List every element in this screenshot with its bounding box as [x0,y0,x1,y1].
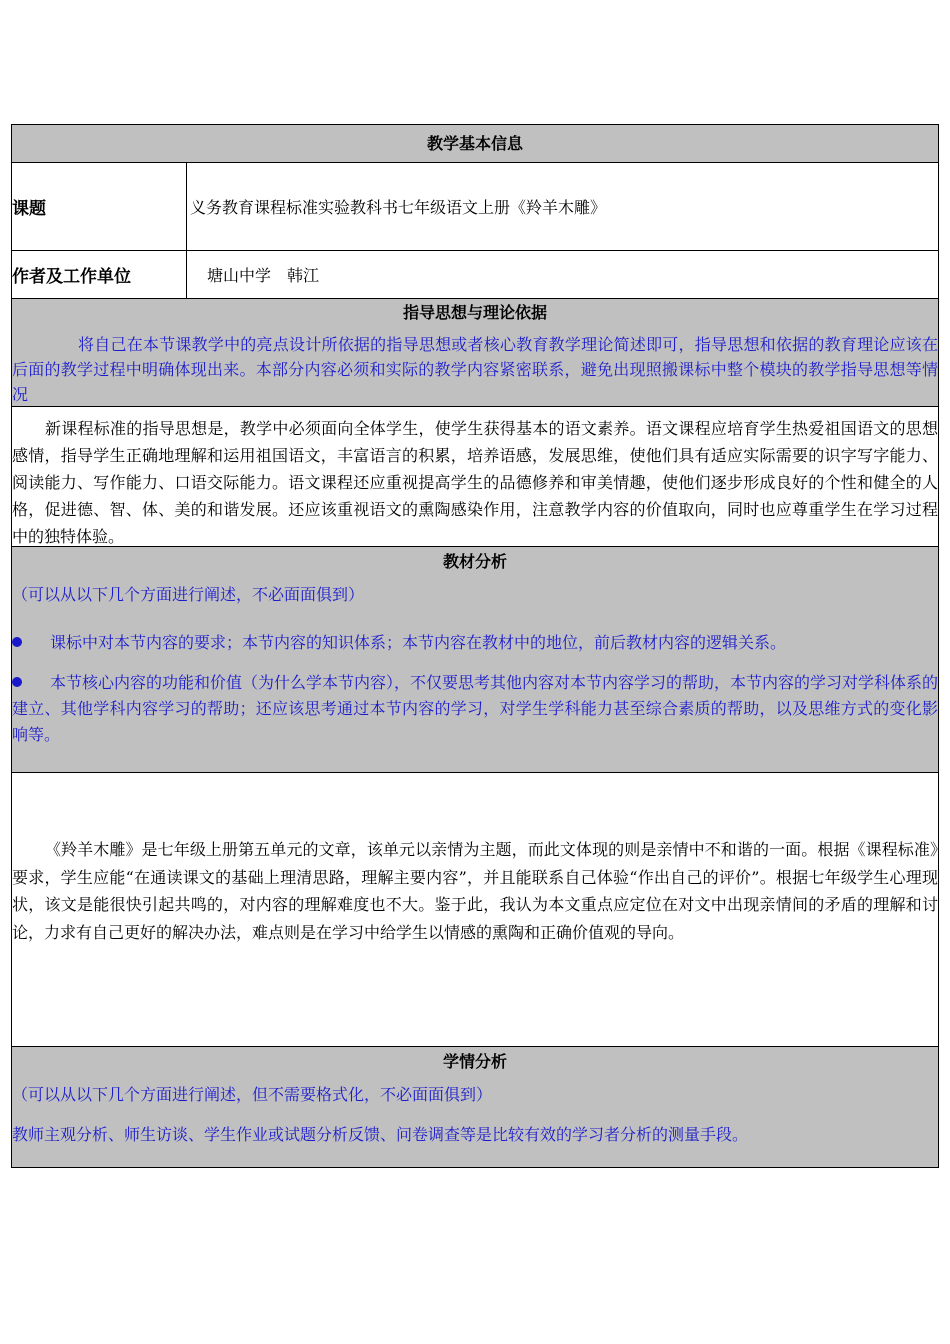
learner-hint-text: （可以从以下几个方面进行阐述，但不需要格式化，不必面面俱到） [12,1085,493,1104]
material-bullet-1-text: 课标中对本节内容的要求；本节内容的知识体系；本节内容在教材中的地位，前后教材内容的逻辑关系。 [50,633,787,652]
material-hint-box [11,576,939,772]
topic-value: 义务教育课程标准实验教科书七年级语文上册《羚羊木雕》 [190,198,607,217]
guidance-content-text: 新课程标准的指导思想是，教学中必须面向全体学生，使学生获得基本的语文素养。语文课程应培育学生热爱祖国语文的思想感情，指导学生正确地理解和运用祖国语文，丰富语言的积累，培养语感，发展思维，使他们具有适应实际需要的识字写字能力、阅读能力、写作能力、口语交际能力。语文课程还应重视提高学生的品德修养和审美情趣，使他们逐步形成良好的个性和健全的人格，促进德、智、体、美的和谐发展。还应该重视语文的熏陶感染作用，注意教学内容的价值取向，同时也应尊重学生在学习过程中的独特体验。 [12,419,938,546]
author-value: 塘山中学 韩江 [207,266,320,285]
material-content-box [11,772,939,1046]
material-content-text: 《羚羊木雕》是七年级上册第五单元的文章，该单元以亲情为主题，而此文体现的则是亲情中不和谐的一面。根据《课程标准》要求，学生应能“在通读课文的基础上理清思路，理解主要内容”，并且能联系自己体验“作出自己的评价”。根据七年级学生心理现状，该文是能很快引起共鸣的，对内容的理解难度也不大。鉴于此，我认为本文重点应定位在对文中出现亲情间的矛盾的理解和讨论，力求有自己更好的解决办法，难点则是在学习中给学生以情感的熏陶和正确价值观的导向。 [12,840,938,942]
bullet-dot-icon [12,637,22,647]
section-header-basic-info: 教学基本信息 [11,124,939,162]
guidance-hint-text: 将自己在本节课教学中的亮点设计所依据的指导思想或者核心教育教学理论简述即可，指导思想和依据的教育理论应该在后面的教学过程中明确体现出来。本部分内容必须和实际的教学内容紧密联系，避免出现照搬课标中整个模块的教学指导思想等情况 [12,335,938,404]
section-header-guidance: 指导思想与理论依据 [11,298,939,326]
material-bullet-2 [12,670,938,748]
learner-methods-text: 教师主观分析、师生访谈、学生作业或试题分析反馈、问卷调查等是比较有效的学习者分析的测量手段。 [12,1125,749,1144]
section-header-learner: 学情分析 [11,1046,939,1076]
guidance-hint-box [11,326,939,406]
topic-row [11,162,939,250]
section-header-material: 教材分析 [11,546,939,576]
learner-hint-box [11,1076,939,1168]
guidance-content-box [11,406,939,546]
material-bullet-1 [12,630,938,656]
author-row [11,250,939,298]
topic-label: 课题 [12,163,187,250]
author-label: 作者及工作单位 [12,251,187,298]
bullet-dot-icon [12,677,22,687]
lesson-plan-table [11,124,939,1168]
material-hint-text: （可以从以下几个方面进行阐述，不必面面俱到） [12,585,365,604]
material-bullet-2-text: 本节核心内容的功能和价值（为什么学本节内容），不仅要思考其他内容对本节内容学习的帮助，本节内容的学习对学科体系的建立、其他学科内容学习的帮助；还应该思考通过本节内容的学习，对学生学科能力甚至综合素质的帮助，以及思维方式的变化影响等。 [12,673,939,744]
